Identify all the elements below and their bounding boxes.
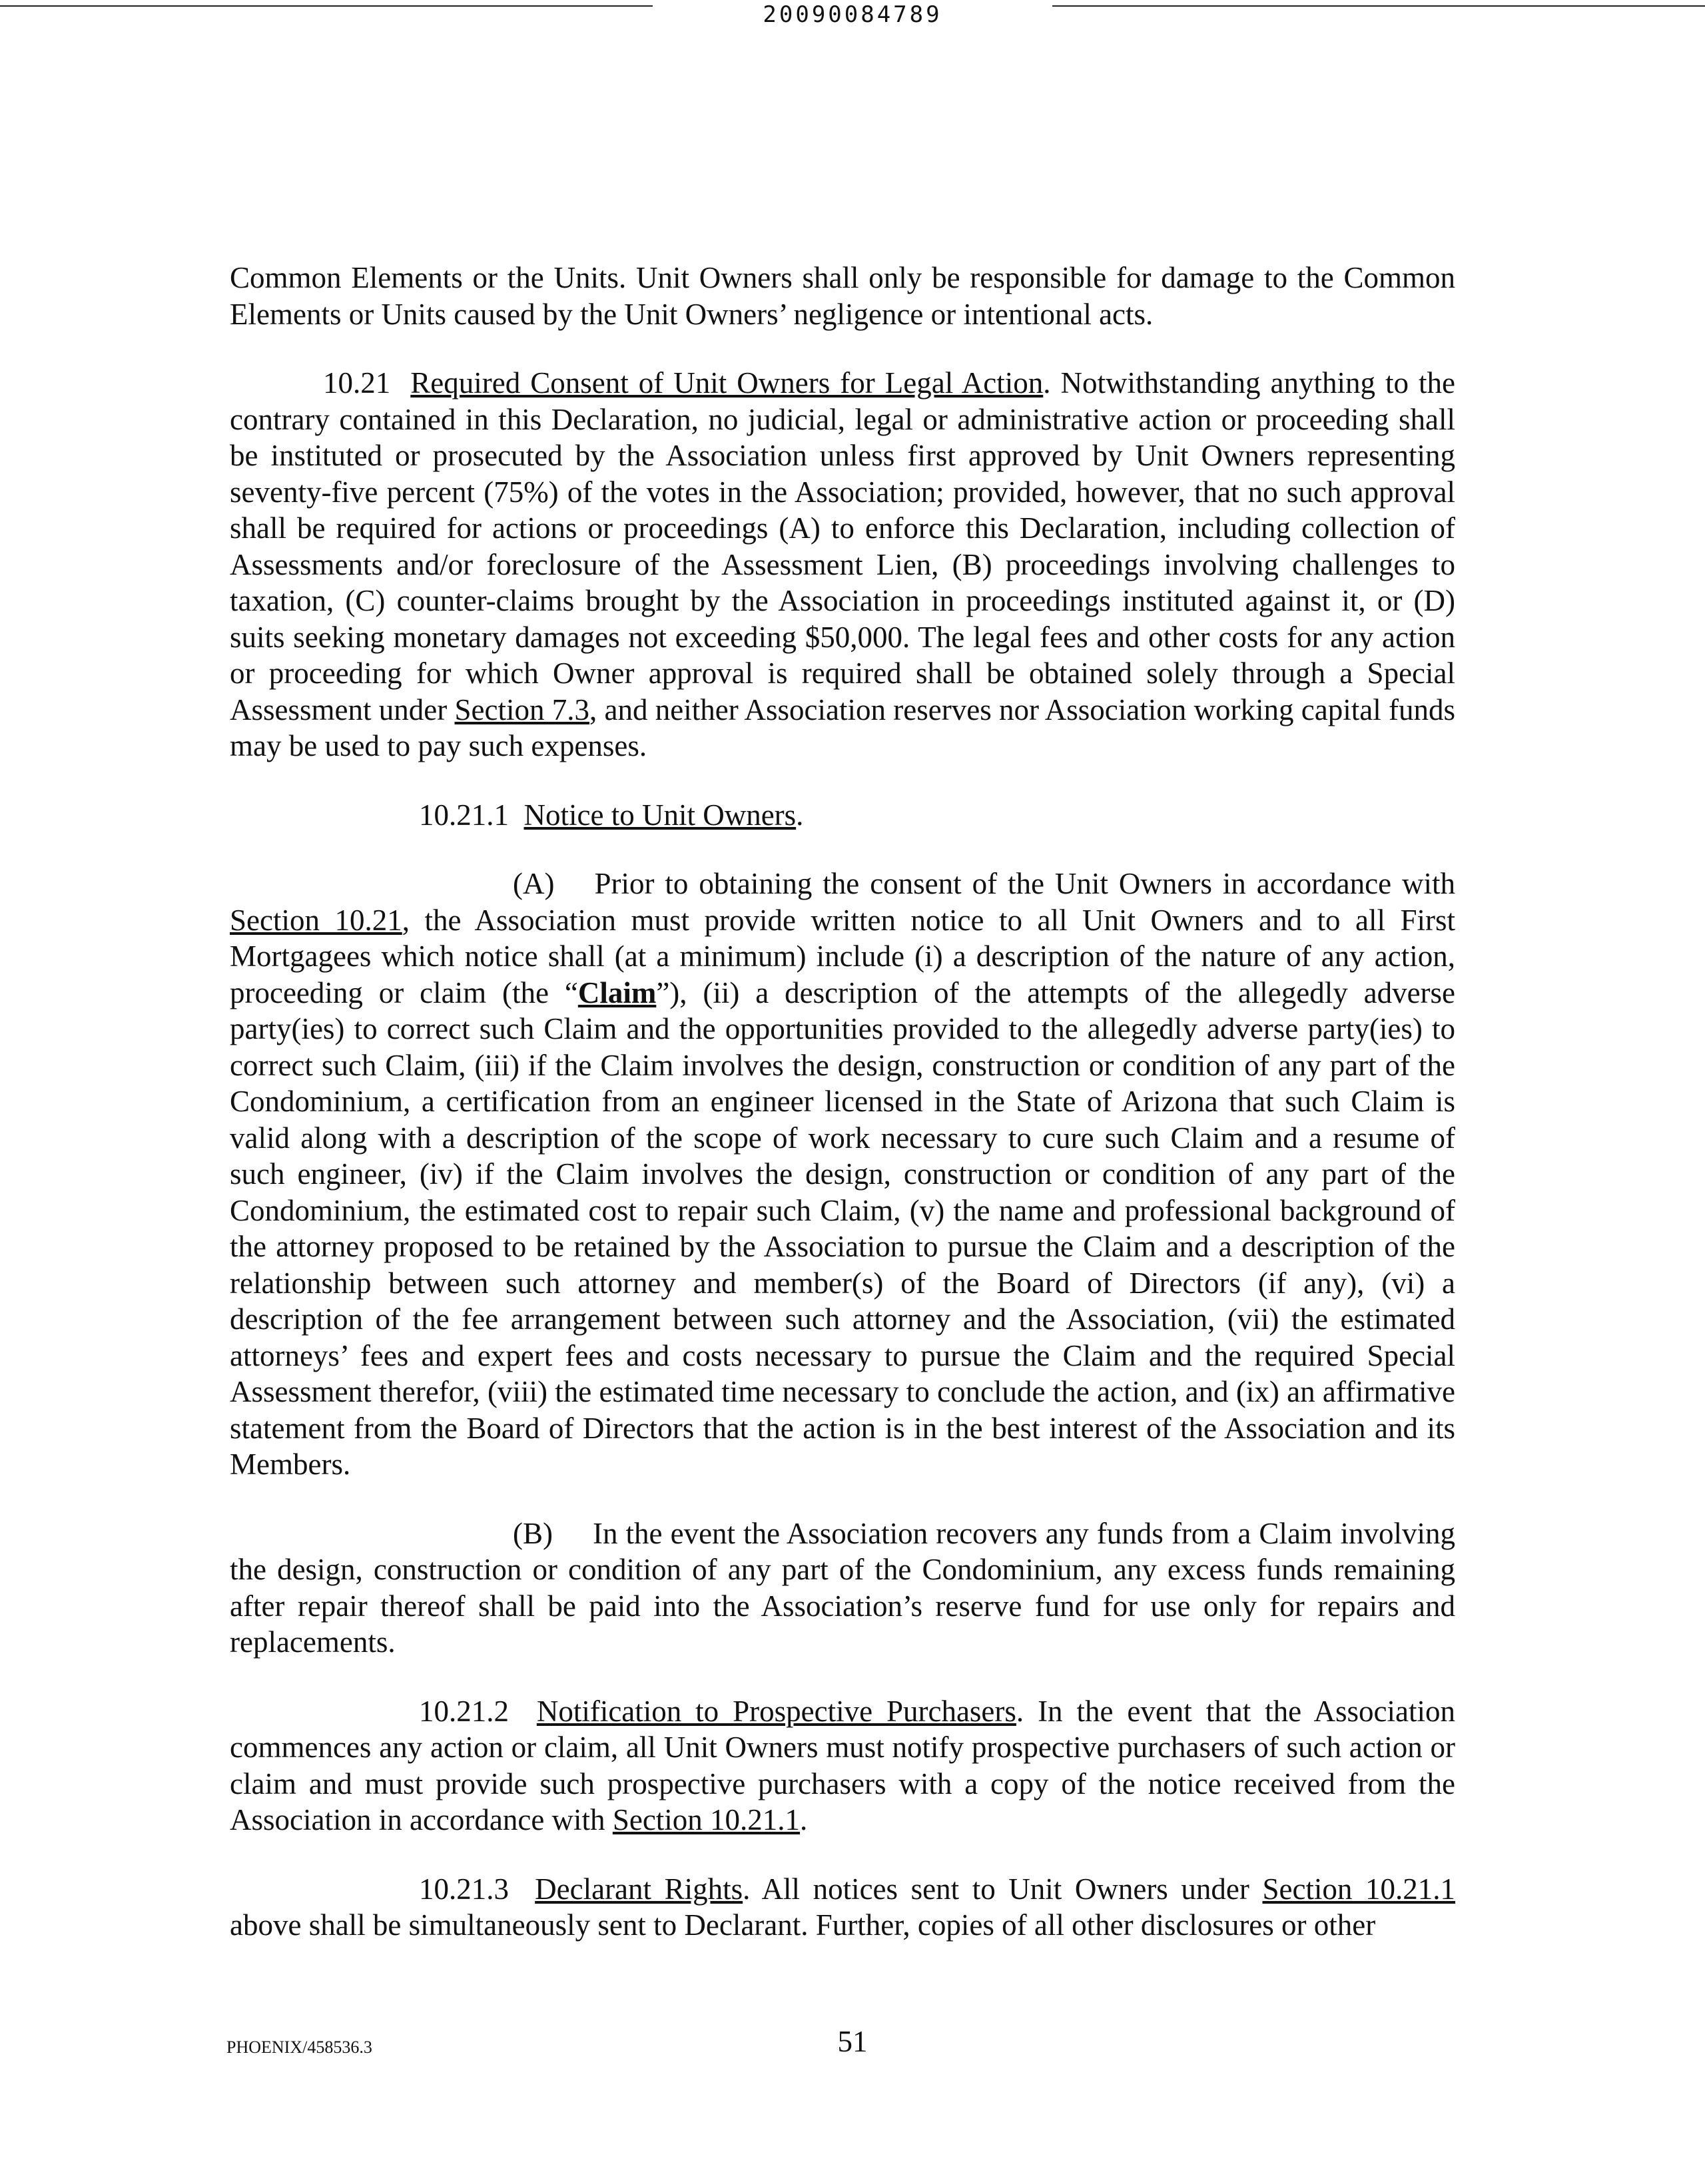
section-text: . [800,1803,808,1836]
section-reference: Section 7.3 [454,692,590,726]
section-text: , and neither Association reserves nor Association working capital funds may be used to pay such expenses. [230,692,1455,762]
footer-document-id: PHOENIX/458536.3 [226,2038,372,2057]
section-heading: Notice to Unit Owners [523,798,797,832]
section-10-21-2-paragraph [230,1693,1455,1838]
section-heading: Notification to Prospective Purchasers [536,1694,1016,1728]
section-number: 10.21.2 [419,1694,509,1728]
section-number: 10.21.1 [419,798,509,832]
section-reference: Section 10.21 [230,903,402,937]
paragraph-text: Prior to obtaining the consent of the Unit Owners in accordance with [594,867,1455,900]
paragraph-b [230,1515,1455,1661]
section-text: . Notwithstanding anything to the contrary contained in this Declaration, no judicial, legal or administrative action or proceeding shall be instituted or prosecuted by the Association unless first approved by Unit Owners representing seventy-five percent (75%) of the votes in the Association; provided, however, that no such approval shall be required for actions or proceedings (A) to enforce this Declaration, including collection of Assessments and/or foreclosure of the Assessment Lien, (B) proceedings involving challenges to taxation, (C) counter-claims brought by the Association in proceedings instituted against it, or (D) suits seeking monetary damages not exceeding $50,000. The legal fees and other costs for any action or proceeding for which Owner approval is required shall be obtained solely through a Special Assessment under [230,366,1456,726]
section-reference: Section 10.21.1 [1262,1872,1455,1906]
section-10-21-paragraph [230,365,1455,764]
paragraph-text: ”), (ii) a description of the attempts of the allegedly adverse party(ies) to correct such Claim and the opportunities provided to the allegedly adverse party(ies) to correct such Claim, (iii) if the Claim involves the design, construction or condition of any part of the Condominium, a certification from an engineer licensed in the State of Arizona that such Claim is valid along with a description of the scope of work necessary to cure such Claim and a resume of such engineer, (iv) if the Claim involves the design, construction or condition of any part of the Condominium, the estimated cost to repair such Claim, (v) the name and professional background of the attorney proposed to be retained by the Association to pursue the Claim and a description of the relationship between such attorney and member(s) of the Board of Directors (if any), (vi) a description of the fee arrangement between such attorney and the Association, (vii) the estimated attorneys’ fees and expert fees and costs necessary to pursue the Claim and the required Special Assessment therefor, (viii) the estimated time necessary to conclude the action, and (ix) an affirmative statement from the Board of Directors that the action is in the best interest of the Association and its Members. [230,975,1456,1481]
section-reference: Section 10.21.1 [612,1803,801,1836]
paragraph-label: (A) [513,867,555,900]
section-heading-end: . [796,798,804,832]
section-10-21-3-paragraph [230,1871,1455,1944]
section-text: above shall be simultaneously sent to Declarant. Further, copies of all other disclosures or other [230,1908,1376,1942]
paragraph-text: In the event the Association recovers any funds from a Claim involving the design, construction or condition of any part of the Condominium, any excess funds remaining after repair thereof shall be paid into the Association’s reserve fund for use only for repairs and replacements. [230,1516,1455,1659]
section-text: . In the event that the Association commences any action or claim, all Unit Owners must notify prospective purchasers of such action or claim and must provide such prospective purchasers with a copy of the notice received from the Association in accordance with [230,1694,1455,1836]
section-heading: Required Consent of Unit Owners for Legal Action [410,366,1044,400]
intro-paragraph: Common Elements or the Units. Unit Owners shall only be responsible for damage to the Common Elements or Units caused by the Unit Owners’ negligence or intentional acts. [230,261,1455,331]
document-body [230,260,1455,1976]
section-10-21-1-heading [230,797,1455,834]
section-number: 10.21 [323,366,391,400]
page-number: 51 [837,2025,868,2058]
section-number: 10.21.3 [419,1872,509,1906]
section-text: . All notices sent to Unit Owners under [743,1872,1263,1906]
paragraph-label: (B) [513,1516,553,1550]
paragraph-text: , the Association must provide written notice to all Unit Owners and to all First Mortgagees which notice shall (at a minimum) include (i) a description of the nature of any action, proceeding or claim (the “ [230,903,1455,1009]
section-heading: Declarant Rights [535,1872,743,1906]
recording-number: 20090084789 [763,1,942,28]
defined-term-claim: Claim [577,975,657,1009]
paragraph-a [230,866,1455,1483]
